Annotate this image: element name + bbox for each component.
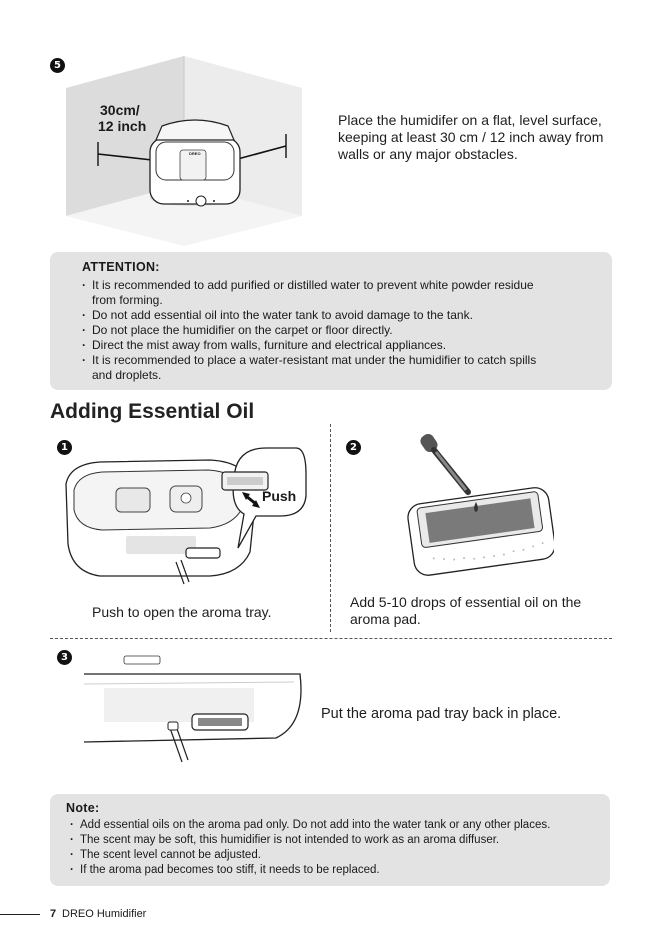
room-corner-illustration xyxy=(66,56,306,248)
device-brand-label: DREO xyxy=(189,151,201,156)
step-number-2: 2 xyxy=(346,440,361,455)
step-number-3: 3 xyxy=(57,650,72,665)
attention-item: · Do not add essential oil into the water tank to avoid damage to the tank. xyxy=(82,308,602,323)
step-number-1: 1 xyxy=(57,440,72,455)
distance-label-inch: 12 inch xyxy=(98,118,147,134)
divider-horizontal xyxy=(50,638,612,639)
page-number: 7 xyxy=(50,908,57,920)
attention-item: · Direct the mist away from walls, furniture and electrical appliances. xyxy=(82,338,602,353)
caption-line: Add 5-10 drops of essential oil on the xyxy=(350,594,582,610)
attention-item: · It is recommended to add purified or distilled water to prevent white powder residue from forming. xyxy=(82,278,602,308)
distance-label-cm: 30cm/ xyxy=(100,102,140,118)
section-title: Adding Essential Oil xyxy=(50,400,255,423)
divider-vertical xyxy=(330,424,331,632)
step-2-caption xyxy=(350,594,610,628)
attention-item: · It is recommended to place a water-resistant mat under the humidifier to catch spills and droplets. xyxy=(82,353,602,383)
instruction-line: Place the humidifer on a flat, level surface, xyxy=(338,112,602,128)
attention-list xyxy=(82,278,602,383)
note-item: · The scent level cannot be adjusted. xyxy=(70,848,606,863)
dropper-on-pad-illustration xyxy=(394,432,554,582)
instruction-line: keeping at least 30 cm / 12 inch away from xyxy=(338,129,604,145)
attention-item: · Do not place the humidifier on the carpet or floor directly. xyxy=(82,323,602,338)
step-3-caption: Put the aroma pad tray back in place. xyxy=(321,706,562,722)
push-callout-label: Push xyxy=(262,488,297,504)
note-box xyxy=(50,794,610,886)
aroma-tray-open-illustration xyxy=(60,444,310,592)
step-1-caption: Push to open the aroma tray. xyxy=(92,604,272,620)
attention-title: ATTENTION: xyxy=(82,260,160,274)
attention-box xyxy=(50,252,612,390)
placement-instruction xyxy=(338,112,618,163)
note-item: · The scent may be soft, this humidifier is not intended to work as an aroma diffuser. xyxy=(70,833,606,848)
note-item: · If the aroma pad becomes too stiff, it needs to be replaced. xyxy=(70,863,606,878)
note-item: · Add essential oils on the aroma pad only. Do not add into the water tank or any other places. xyxy=(70,818,606,833)
note-list xyxy=(70,818,606,878)
caption-line: aroma pad. xyxy=(350,611,421,627)
instruction-line: walls or any major obstacles. xyxy=(338,146,518,162)
footer-brand: DREO Humidifier xyxy=(62,908,147,920)
aroma-tray-closed-illustration xyxy=(80,654,310,766)
note-title: Note: xyxy=(66,801,100,815)
humidifier-icon xyxy=(150,120,240,206)
footer-rule xyxy=(0,914,40,915)
step-number-5: 5 xyxy=(50,58,65,73)
distance-label xyxy=(100,102,146,134)
